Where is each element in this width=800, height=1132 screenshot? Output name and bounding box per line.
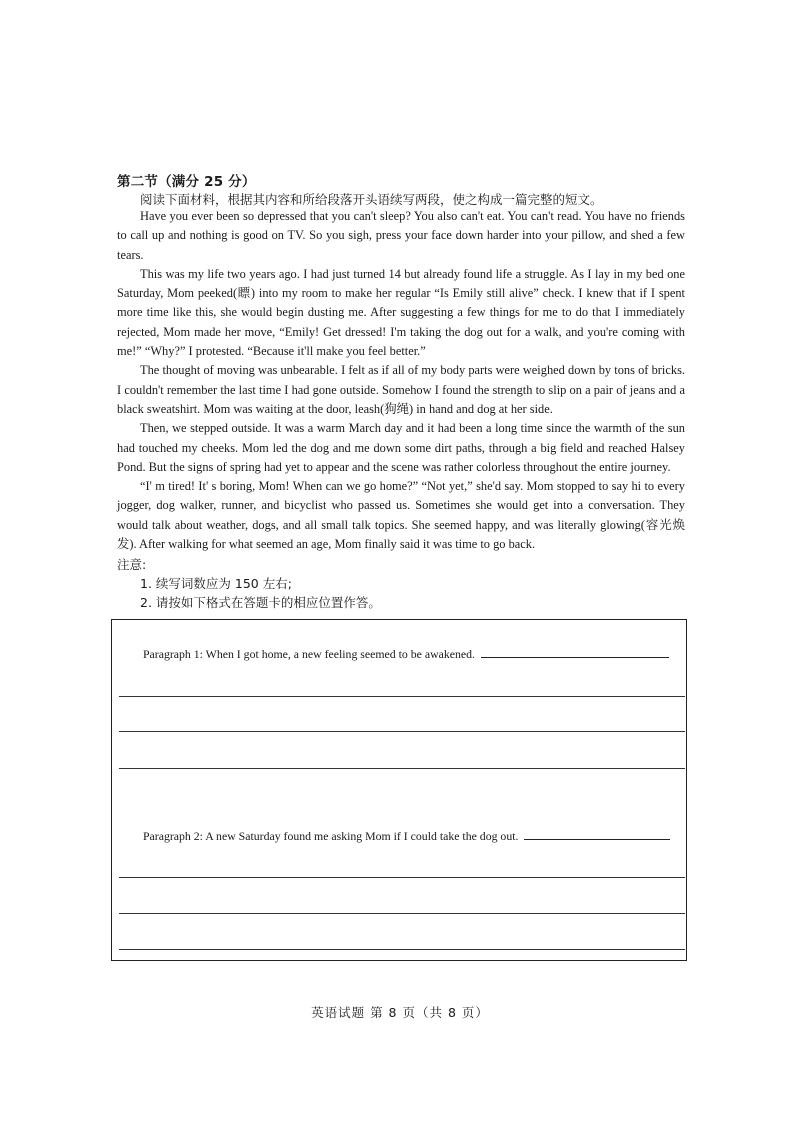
paragraph-1-opening: Paragraph 1: When I got home, a new feeling seemed to be awakened.: [143, 647, 475, 661]
notes-title: 注意:: [117, 557, 147, 572]
reading-passage: [117, 207, 685, 554]
passage-paragraph: Then, we stepped outside. It was a warm March day and it had been a long time since the warmth of the sun had touched my cheeks. Mom led the dog and me down some dirt paths, through a big field and reached Halsey Pond. But the signs of spring had yet to appear and the scene was rather colorless throughout the entire journey.: [117, 421, 685, 474]
answer-line[interactable]: [119, 949, 685, 950]
passage-paragraph: This was my life two years ago. I had just turned 14 but already found life a struggle. As I lay in my bed one Saturday, Mom peeked(瞟) into my room to make her regular “Is Emily still alive” check. I knew that if I spent more time like this, she would begin dusting me. After suggesting a few things for me to do that I immediately rejected, Mom made her move, “Emily! Get dressed! I'm taking the dog out for a walk, and you're coming with me!” “Why?” I protested. “Because it'll make you feel better.”: [117, 266, 685, 359]
paragraph-1-prompt: [143, 647, 669, 662]
note-item: 1. 续写词数应为 150 左右;: [140, 576, 292, 591]
paragraph-2-prompt: [143, 829, 670, 844]
section-instruction: 阅读下面材料，根据其内容和所给段落开头语续写两段，使之构成一篇完整的短文。: [140, 192, 603, 207]
answer-line[interactable]: [119, 877, 685, 878]
answer-blank[interactable]: [481, 647, 669, 658]
passage-paragraph: Have you ever been so depressed that you can't sleep? You also can't eat. You can't read. You have no friends to call up and nothing is good on TV. So you sigh, press your face down harder into your pillow, and shed a few tears.: [117, 209, 685, 262]
answer-line[interactable]: [119, 768, 685, 769]
answer-box: [111, 619, 687, 961]
answer-blank[interactable]: [524, 829, 670, 840]
paragraph-2-opening: Paragraph 2: A new Saturday found me asking Mom if I could take the dog out.: [143, 829, 519, 843]
answer-line[interactable]: [119, 913, 685, 914]
answer-line[interactable]: [119, 731, 685, 732]
section-title: 第二节（满分 25 分）: [117, 174, 256, 190]
note-item: 2. 请按如下格式在答题卡的相应位置作答。: [140, 595, 381, 610]
passage-paragraph: The thought of moving was unbearable. I felt as if all of my body parts were weighed down by tons of bricks. I couldn't remember the last time I had gone outside. Somehow I found the strength to slip on a pair of jeans and a black sweatshirt. Mom was waiting at the door, leash(狗绳) in hand and dog at her side.: [117, 363, 685, 416]
answer-line[interactable]: [119, 696, 685, 697]
page-footer: 英语试题 第 8 页（共 8 页）: [311, 1005, 489, 1020]
passage-paragraph: “I' m tired! It' s boring, Mom! When can we go home?” “Not yet,” she'd say. Mom stopped to say hi to every jogger, dog walker, runner, and bicyclist who passed us. Sometimes she would get into a conversation. They would talk about weather, dogs, and all small talk topics. She seemed happy, and was literally glowing(容光焕发). After walking for what seemed an age, Mom finally said it was time to go back.: [117, 479, 685, 552]
